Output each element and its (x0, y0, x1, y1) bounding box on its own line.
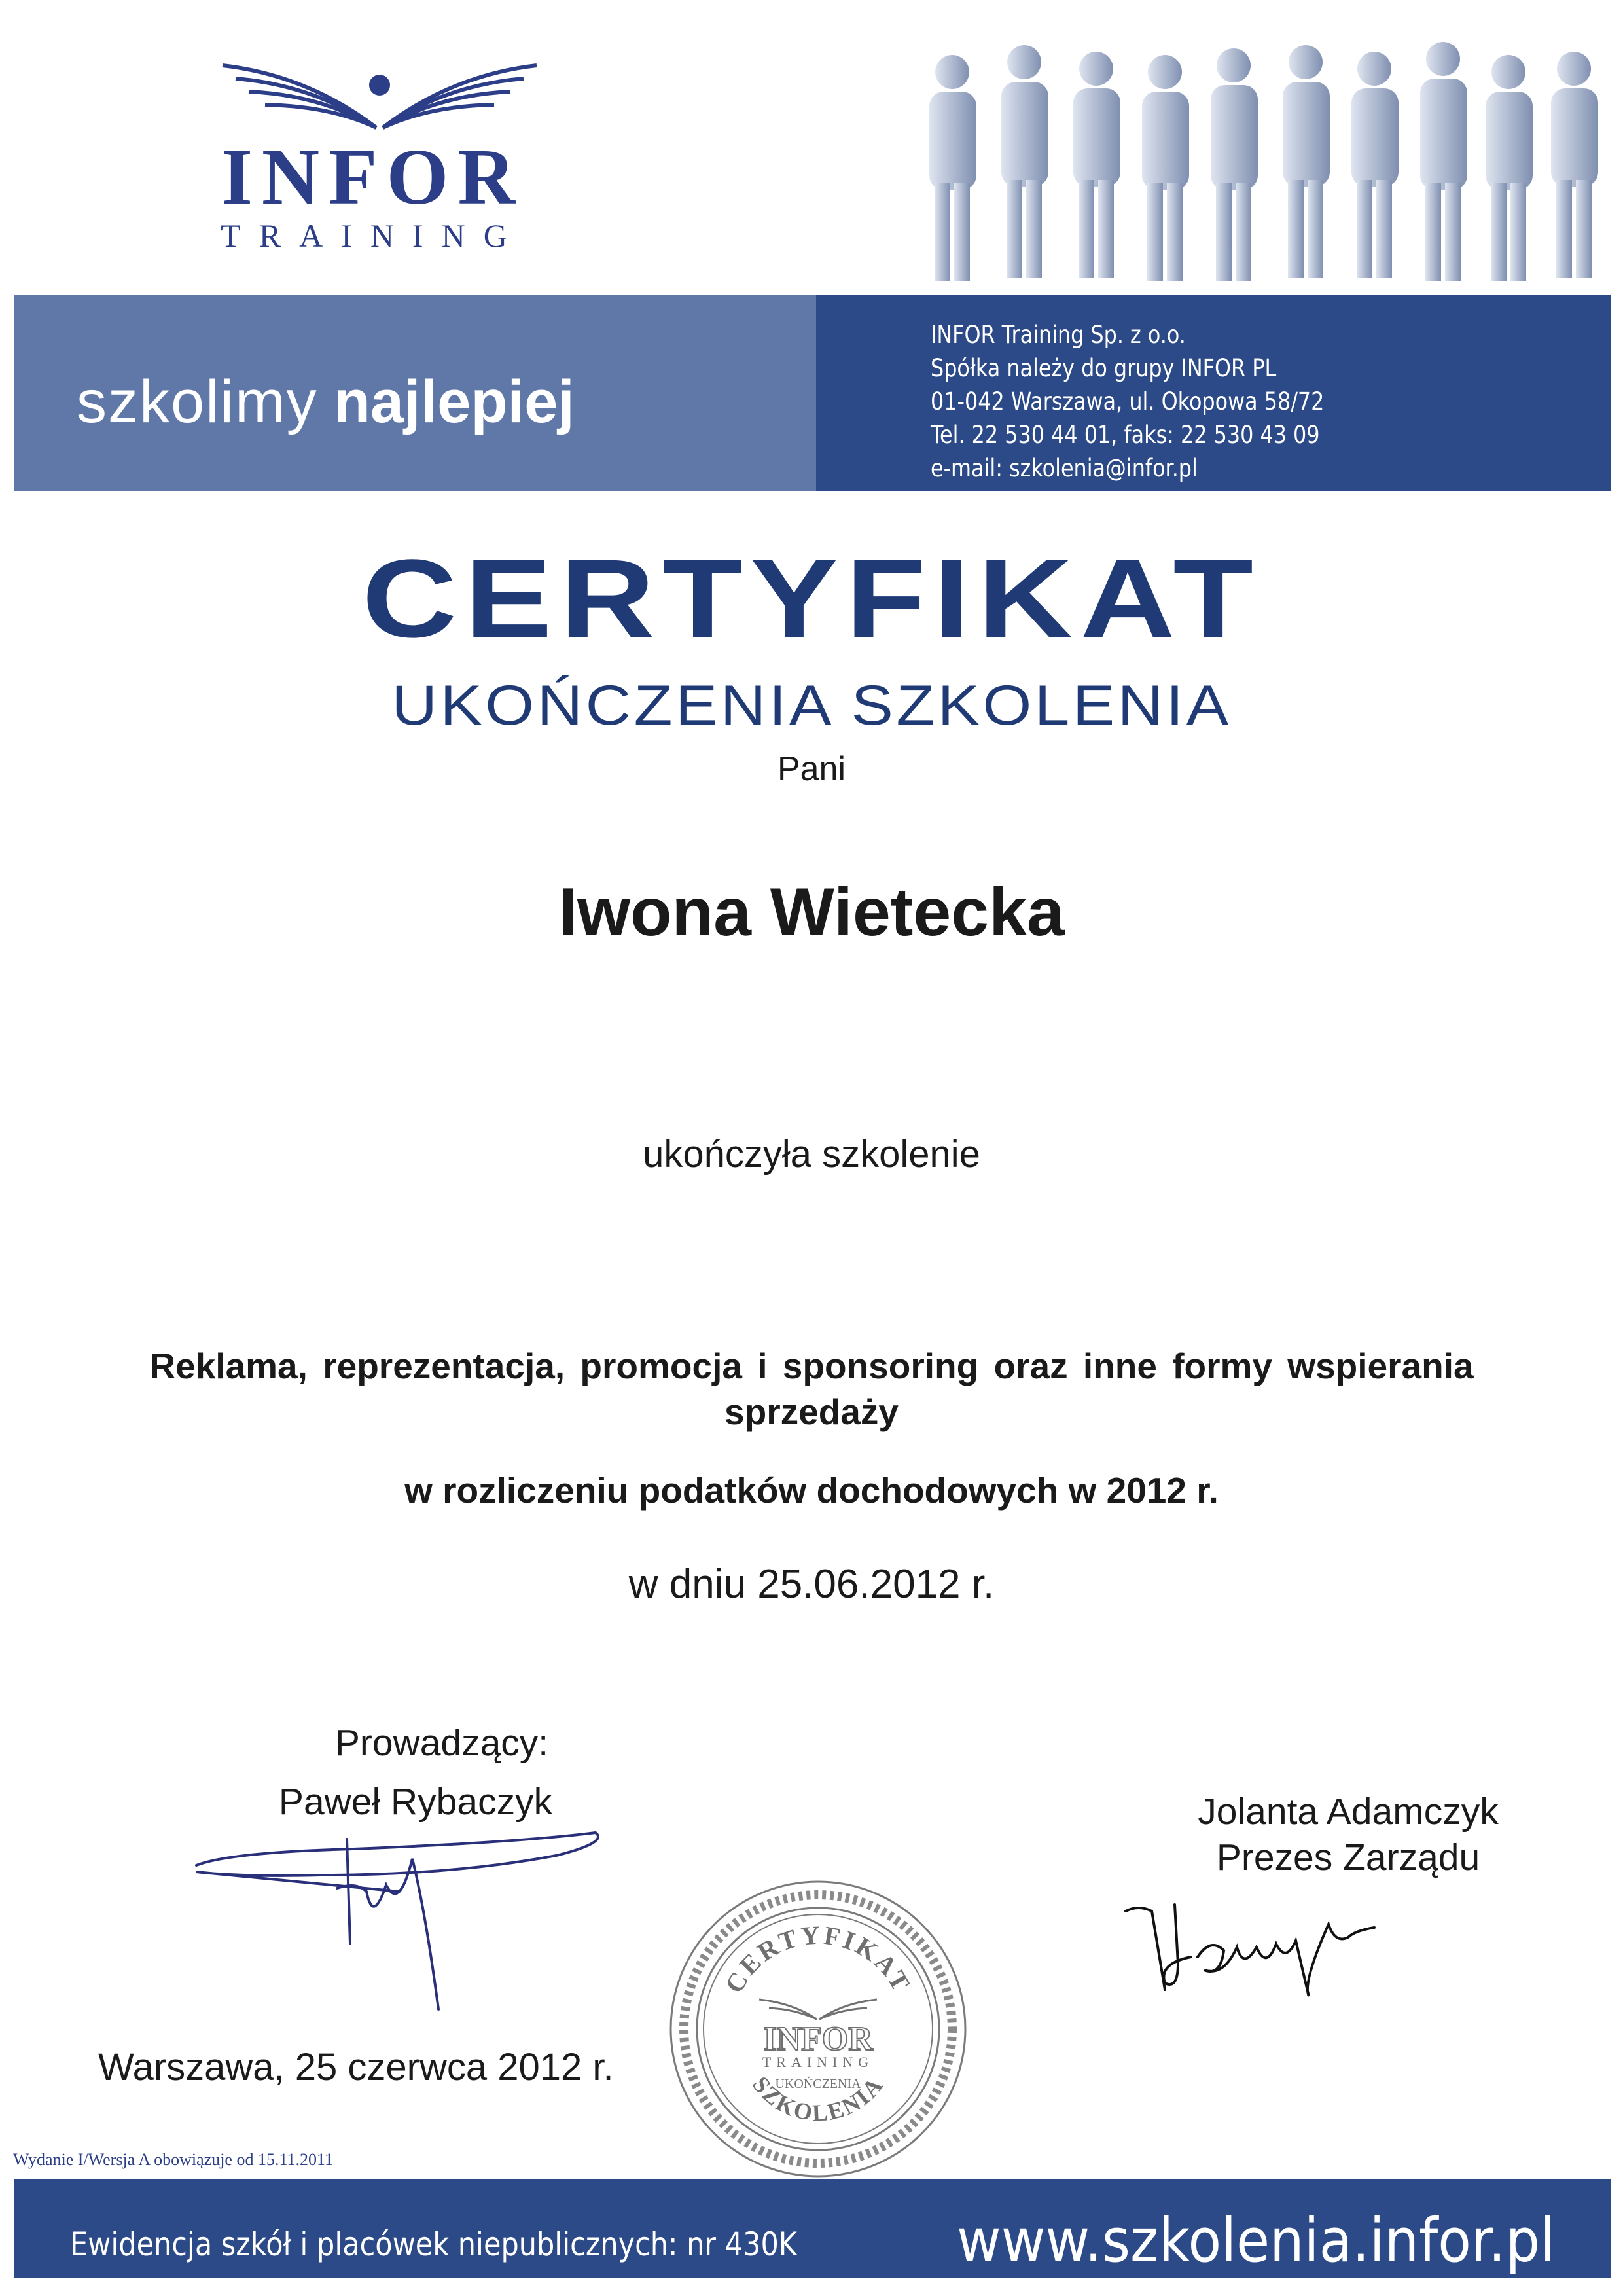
website-link[interactable]: www.szkolenia.infor.pl (957, 2206, 1556, 2276)
company-info-panel (816, 295, 1611, 491)
infor-training-logo (196, 59, 563, 254)
company-info (931, 318, 1324, 485)
certificate-title: CERTYFIKAT (362, 537, 1261, 661)
course-title-line1: Reklama, reprezentacja, promocja i sponsoring oraz inne formy wspierania (149, 1346, 1474, 1386)
course-title-line2: sprzedaży (724, 1391, 899, 1432)
recipient-name: Iwona Wietecka (558, 874, 1065, 950)
seal-bottom-small: UKOŃCZENIA (775, 2077, 861, 2091)
trainer-signature-icon (190, 1813, 615, 2022)
logo-subtitle: TRAINING (221, 217, 526, 254)
seal-bottom-text: SZKOLENIA (747, 2071, 889, 2126)
people-group-image (910, 26, 1623, 288)
course-date: w dniu 25.06.2012 r. (628, 1562, 995, 1607)
slogan-panel (14, 295, 816, 491)
course-title-line3: w rozliczeniu podatków dochodowych w 2012 r. (404, 1470, 1219, 1511)
company-name: INFOR Training Sp. z o.o. (931, 321, 1186, 349)
company-email: e-mail: szkolenia@infor.pl (931, 454, 1198, 482)
president-name: Jolanta Adamczyk (1198, 1791, 1499, 1833)
seal-wordmark: INFOR (763, 2020, 873, 2058)
wings-icon (209, 59, 550, 137)
seal-subtitle: TRAINING (762, 2054, 874, 2070)
slogan (77, 368, 575, 435)
place-and-date: Warszawa, 25 czerwca 2012 r. (98, 2046, 614, 2089)
certificate-subtitle: UKOŃCZENIA SZKOLENIA (391, 674, 1232, 737)
edition-note: Wydanie I/Wersja A obowiązuje od 15.11.2011 (13, 2150, 334, 2169)
trainer-name: Paweł Rybaczyk (278, 1781, 553, 1823)
completion-text: ukończyła szkolenie (643, 1133, 980, 1175)
company-address: 01-042 Warszawa, ul. Okopowa 58/72 (931, 387, 1325, 416)
slogan-bold: najlepiej (333, 368, 575, 435)
salutation: Pani (777, 750, 846, 788)
logo-wordmark: INFOR (221, 133, 525, 221)
slogan-light: szkolimy (77, 368, 318, 435)
trainer-label: Prowadzący: (334, 1722, 549, 1764)
seal-top-text: CERTYFIKAT (719, 1920, 918, 1998)
company-group: Spółka należy do grupy INFOR PL (931, 354, 1277, 382)
registry-number: Ewidencja szkół i placówek niepublicznych: nr 430K (70, 2225, 798, 2263)
president-title: Prezes Zarządu (1216, 1837, 1480, 1878)
footer-banner (14, 2179, 1611, 2278)
president-signature-icon (1113, 1885, 1414, 2016)
certificate-seal-icon (661, 1872, 975, 2186)
header-banner (14, 295, 1611, 491)
company-phone: Tel. 22 530 44 01, faks: 22 530 43 09 (931, 421, 1320, 449)
